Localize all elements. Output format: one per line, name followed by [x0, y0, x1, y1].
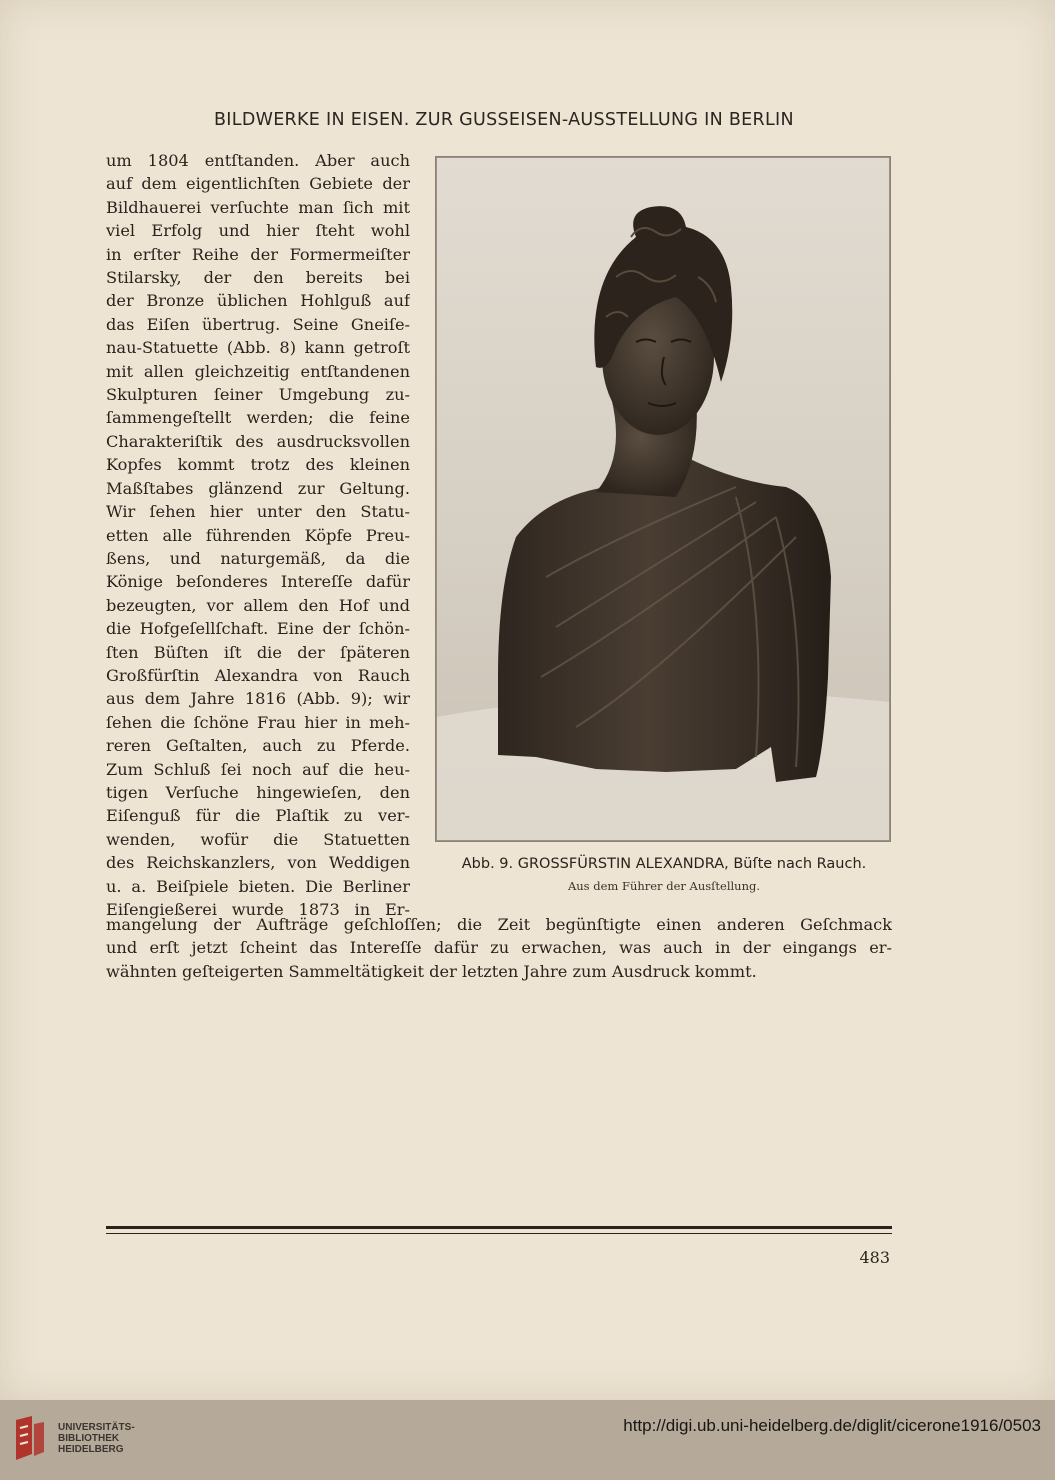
figure-plate — [435, 156, 891, 842]
bust-drapery — [498, 457, 831, 782]
text-line: Könige beſonderes Intereſſe dafür — [106, 572, 410, 592]
text-line: Eiſengießerei wurde 1873 in Er- — [106, 900, 410, 919]
text-line: mit allen gleichzeitig entſtandenen — [106, 361, 410, 381]
text-line: in erſter Reihe der Formermeiſter — [106, 244, 410, 264]
text-line: wähnten geſteigerten Sammeltätigkeit der letzten Jahre zum Ausdruck kommt. — [106, 961, 757, 981]
viewer-footer — [0, 1400, 1055, 1480]
text-line: viel Erfolg und hier ſteht wohl — [106, 221, 410, 241]
library-name — [58, 1422, 135, 1455]
text-line: reren Geſtalten, auch zu Pferde. — [106, 736, 410, 756]
text-line: bezeugten, vor allem den Hof und — [106, 595, 410, 615]
library-name-line: HEIDELBERG — [58, 1444, 124, 1455]
text-full-width — [106, 913, 892, 983]
text-line: Charakteriſtik des ausdrucksvollen — [106, 431, 410, 451]
running-head: BILDWERKE IN EISEN. ZUR GUSSEISEN-AUSSTELLUNG IN BERLIN — [214, 110, 794, 130]
text-line: etten alle führenden Köpfe Preu- — [106, 525, 410, 545]
text-line: ſten Büſten iſt die der ſpäteren — [106, 642, 410, 662]
document-url-link[interactable]: http://digi.ub.uni-heidelberg.de/diglit/cicerone1916/0503 — [623, 1416, 1041, 1435]
footer-rule — [106, 1226, 892, 1229]
text-line: des Reichskanzlers, von Weddigen — [106, 853, 410, 873]
library-name-line: BIBLIOTHEK — [58, 1433, 120, 1444]
text-line: um 1804 entſtanden. Aber auch — [106, 151, 410, 170]
figure-subcaption: Aus dem Führer der Ausſtellung. — [567, 879, 761, 893]
text-line: Bildhauerei verſuchte man ſich mit — [106, 197, 410, 217]
text-column — [106, 149, 410, 921]
library-name-line: UNIVERSITÄTS- — [58, 1422, 135, 1433]
text-line: wenden, wofür die Statuetten — [106, 829, 410, 849]
bust-illustration — [436, 157, 890, 841]
text-line: ſammengeſtellt werden; die feine — [106, 408, 410, 428]
text-line: Skulpturen ſeiner Umgebung zu- — [106, 385, 410, 405]
text-line: Eiſenguß für die Plaſtik zu ver- — [106, 806, 410, 826]
text-line: ſehen die ſchöne Frau hier in meh- — [106, 712, 410, 732]
text-line: tigen Verſuche hingewieſen, den — [106, 782, 410, 802]
text-line: u. a. Beiſpiele bieten. Die Berliner — [106, 876, 410, 896]
text-line: Zum Schluß ſei noch auf die heu- — [106, 759, 410, 779]
text-line: ßens, und naturgemäß, da die — [106, 548, 410, 568]
text-line: mangelung der Aufträge geſchloſſen; die Zeit begünſtigte einen anderen Geſchmack — [106, 915, 892, 934]
library-logo-icon — [12, 1414, 48, 1464]
text-line: Wir ſehen hier unter den Statu- — [106, 502, 410, 522]
text-line: Großfürſtin Alexandra von Rauch — [106, 665, 410, 685]
text-line: Maßſtabes glänzend zur Geltung. — [106, 478, 410, 498]
text-line: auf dem eigentlichſten Gebiete der — [106, 174, 410, 194]
figure-caption: Abb. 9. GROSSFÜRSTIN ALEXANDRA, Büſte nach Rauch. — [461, 856, 867, 872]
footer-rule-thin — [106, 1233, 892, 1234]
text-line: aus dem Jahre 1816 (Abb. 9); wir — [106, 689, 410, 709]
page-number: 483 — [859, 1248, 890, 1267]
text-line: Kopfes kommt trotz des kleinen — [106, 455, 410, 475]
text-line: der Bronze üblichen Hohlguß auf — [106, 291, 410, 311]
text-line: und erſt jetzt ſcheint das Intereſſe dafür zu erwachen, was auch in der eingangs er- — [106, 938, 892, 958]
text-line: das Eiſen übertrug. Seine Gneiſe- — [106, 314, 410, 334]
text-line: nau-Statuette (Abb. 8) kann getroſt — [106, 338, 410, 358]
text-line: Stilarsky, der den bereits bei — [106, 268, 410, 288]
text-line: die Hofgeſellſchaft. Eine der ſchön- — [106, 619, 410, 639]
